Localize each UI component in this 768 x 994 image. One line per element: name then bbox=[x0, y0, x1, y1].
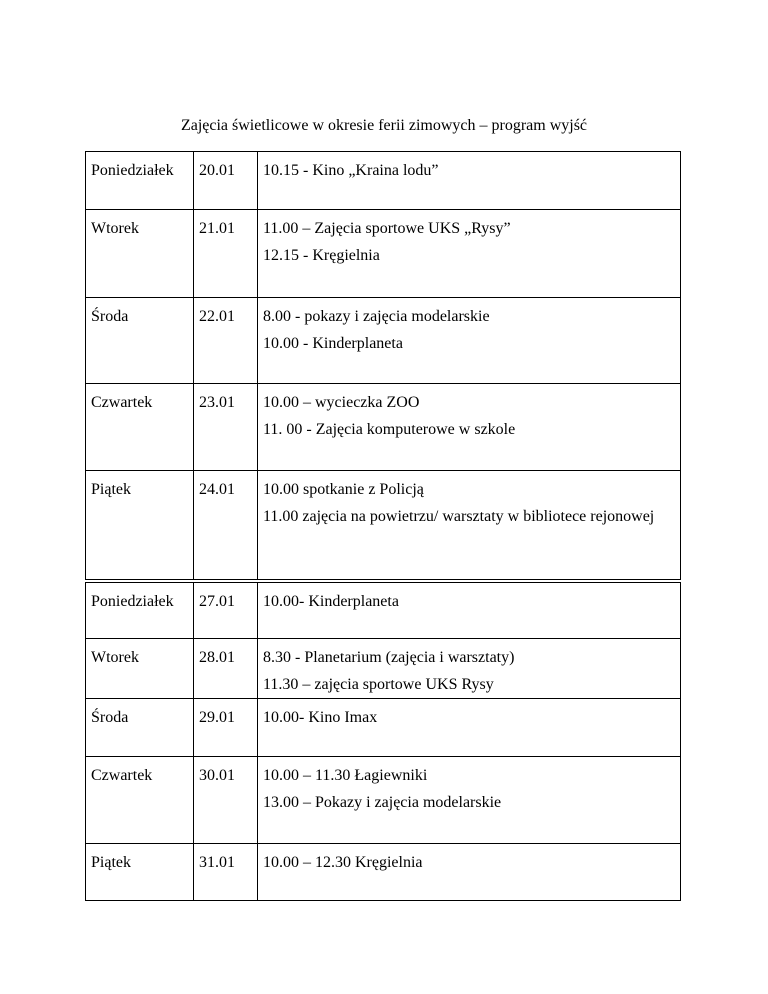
day-cell: Środa bbox=[86, 699, 194, 757]
activities-cell bbox=[258, 298, 681, 384]
activities-cell bbox=[258, 757, 681, 844]
date-cell: 28.01 bbox=[194, 639, 258, 699]
activity-line: 11.00 – Zajęcia sportowe UKS „Rysy” bbox=[263, 220, 511, 237]
date-cell: 21.01 bbox=[194, 210, 258, 298]
schedule-table bbox=[85, 151, 681, 901]
activity-line: 10.00- Kino Imax bbox=[263, 709, 378, 726]
table-row bbox=[86, 639, 681, 699]
date-cell: 24.01 bbox=[194, 471, 258, 581]
activities-cell bbox=[258, 699, 681, 757]
activity-line: 13.00 – Pokazy i zajęcia modelarskie bbox=[263, 794, 502, 811]
day-cell: Wtorek bbox=[86, 639, 194, 699]
table-row bbox=[86, 384, 681, 471]
activities-cell bbox=[258, 152, 681, 210]
day-cell: Poniedziałek bbox=[86, 152, 194, 210]
table-row bbox=[86, 210, 681, 298]
activity-line: 10.00 - Kinderplaneta bbox=[263, 335, 403, 352]
day-cell: Piątek bbox=[86, 471, 194, 581]
table-row bbox=[86, 699, 681, 757]
date-cell: 30.01 bbox=[194, 757, 258, 844]
activity-line: 10.00 – 12.30 Kręgielnia bbox=[263, 854, 423, 871]
day-cell: Wtorek bbox=[86, 210, 194, 298]
activity-line: 11.30 – zajęcia sportowe UKS Rysy bbox=[263, 676, 494, 693]
activities-cell bbox=[258, 639, 681, 699]
activity-line: 10.00 – wycieczka ZOO bbox=[263, 394, 420, 411]
day-cell: Czwartek bbox=[86, 757, 194, 844]
activity-line: 8.00 - pokazy i zajęcia modelarskie bbox=[263, 308, 490, 325]
table-row bbox=[86, 298, 681, 384]
date-cell: 29.01 bbox=[194, 699, 258, 757]
activity-line: 10.00- Kinderplaneta bbox=[263, 592, 399, 610]
table-row bbox=[86, 844, 681, 901]
activity-line: 10.15 - Kino „Kraina lodu” bbox=[263, 162, 439, 179]
date-cell: 20.01 bbox=[194, 152, 258, 210]
page-title: Zajęcia świetlicowe w okresie ferii zimowych – program wyjść bbox=[180, 117, 588, 134]
activity-line: 10.00 spotkanie z Policją bbox=[263, 481, 424, 498]
activity-line: 12.15 - Kręgielnia bbox=[263, 247, 380, 264]
date-cell: 22.01 bbox=[194, 298, 258, 384]
table-row bbox=[86, 757, 681, 844]
activity-line: 8.30 - Planetarium (zajęcia i warsztaty) bbox=[263, 649, 515, 666]
day-cell: Piątek bbox=[86, 844, 194, 901]
day-cell: Poniedziałek bbox=[86, 581, 194, 639]
day-cell: Czwartek bbox=[86, 384, 194, 471]
activity-line: 10.00 – 11.30 Łagiewniki bbox=[263, 767, 428, 784]
table-row bbox=[86, 581, 681, 639]
table-row bbox=[86, 471, 681, 581]
activities-cell bbox=[258, 210, 681, 298]
activities-cell bbox=[258, 471, 681, 581]
activity-line: 11. 00 - Zajęcia komputerowe w szkole bbox=[263, 421, 516, 438]
activity-line: 11.00 zajęcia na powietrzu/ warsztaty w bibliotece rejonowej bbox=[263, 508, 655, 525]
date-cell: 31.01 bbox=[194, 844, 258, 901]
table-row bbox=[86, 152, 681, 210]
date-cell: 23.01 bbox=[194, 384, 258, 471]
activities-cell bbox=[258, 844, 681, 901]
activities-cell bbox=[258, 384, 681, 471]
activities-cell bbox=[258, 581, 681, 639]
date-cell: 27.01 bbox=[194, 581, 258, 639]
day-cell: Środa bbox=[86, 298, 194, 384]
